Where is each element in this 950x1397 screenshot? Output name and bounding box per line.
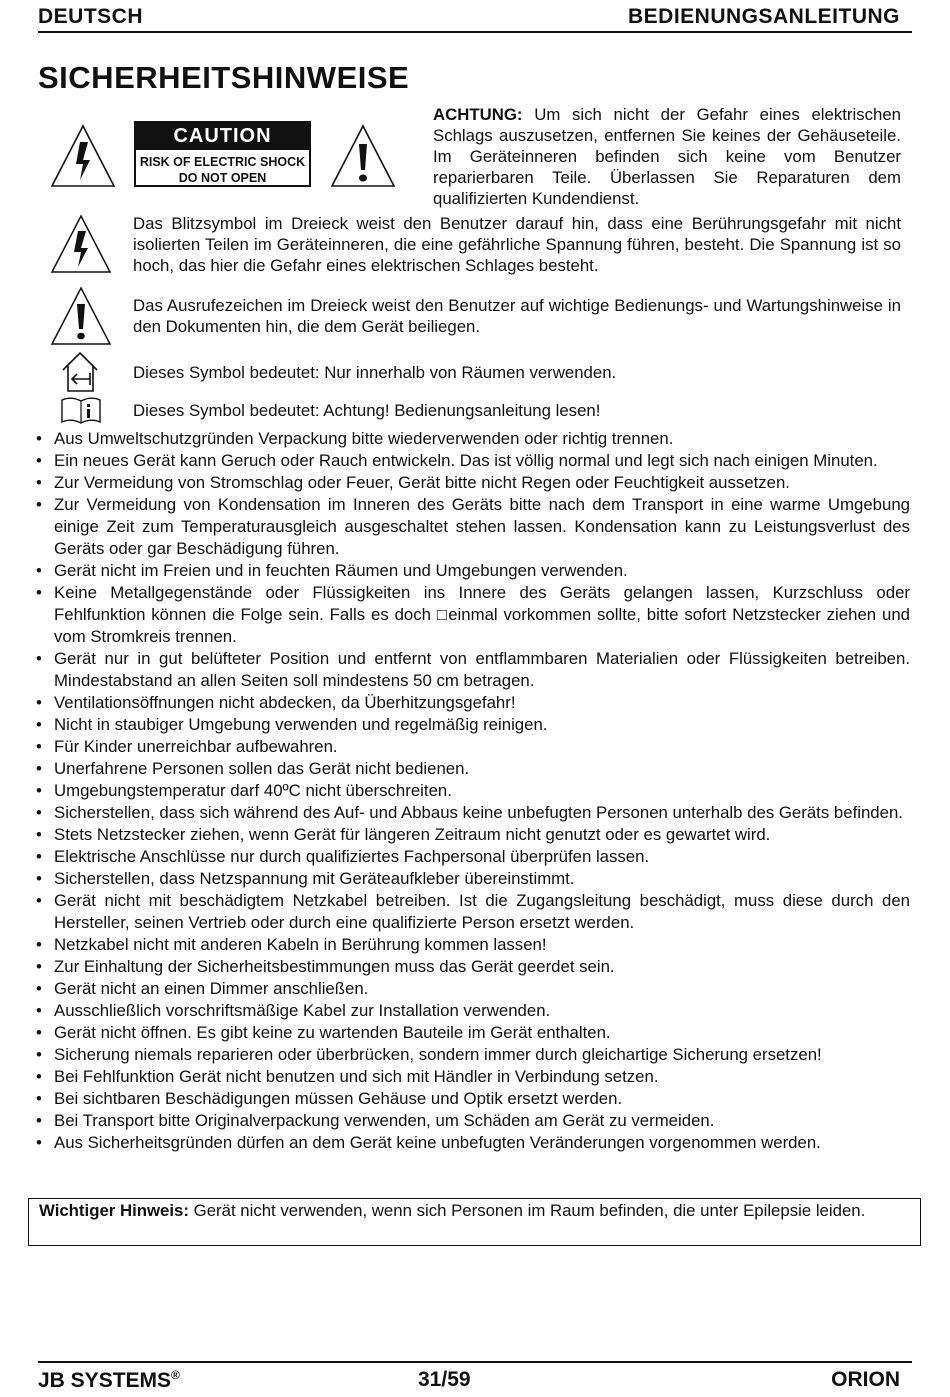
- trademark-symbol: ®: [171, 1368, 180, 1382]
- list-item: [32, 560, 910, 582]
- page-header: [38, 3, 912, 33]
- important-note-box: [28, 1198, 921, 1246]
- list-item: [32, 1132, 910, 1154]
- indoor-symbol-text: Dieses Symbol bedeutet: Nur innerhalb von Räumen verwenden.: [133, 363, 617, 382]
- list-item: [32, 824, 910, 846]
- list-item-text: Ein neues Gerät kann Geruch oder Rauch entwickeln. Das ist völlig normal und legt sich nach einigen Minuten.: [54, 451, 878, 470]
- bullet-icon: •: [36, 473, 42, 492]
- list-item-text: Bei Transport bitte Originalverpackung verwenden, um Schäden am Gerät zu vermeiden.: [54, 1111, 715, 1130]
- caution-title: CAUTION: [136, 123, 309, 150]
- list-item: [32, 494, 910, 560]
- list-item-text: Aus Umweltschutzgründen Verpackung bitte wiederverwenden oder richtig trennen.: [54, 429, 674, 448]
- bullet-icon: •: [36, 561, 42, 580]
- list-item-text: Netzkabel nicht mit anderen Kabeln in Berührung kommen lassen!: [54, 935, 547, 954]
- list-item: [32, 1110, 910, 1132]
- list-item-text: Sicherstellen, dass sich während des Auf- und Abbaus keine unbefugten Personen unterhalb des Geräts befinden.: [54, 803, 903, 822]
- bullet-icon: •: [36, 451, 42, 470]
- list-item-text: Sicherung niemals reparieren oder überbrücken, sondern immer durch gleichartige Sicherung ersetzen!: [54, 1045, 822, 1064]
- list-item: [32, 780, 910, 802]
- list-item-text: Für Kinder unerreichbar aufbewahren.: [54, 737, 338, 756]
- list-item: [32, 1000, 910, 1022]
- bullet-icon: •: [36, 737, 42, 756]
- list-item: [32, 978, 910, 1000]
- bullet-icon: •: [36, 715, 42, 734]
- bullet-icon: •: [36, 1089, 42, 1108]
- list-item-text: Gerät nur in gut belüfteter Position und entfernt von entflammbaren Materialien oder Flüssigkeiten betreiben. Mindestabstand an allen Seiten soll mindestens 50 cm betragen.: [54, 649, 910, 690]
- indoor-use-icon: [60, 350, 100, 394]
- bullet-icon: •: [36, 935, 42, 954]
- caution-line-2: DO NOT OPEN: [178, 171, 267, 185]
- list-item: [32, 1066, 910, 1088]
- list-item: [32, 736, 910, 758]
- important-note-text: Gerät nicht verwenden, wenn sich Personen im Raum befinden, die unter Epilepsie leiden.: [193, 1201, 866, 1220]
- bullet-icon: •: [36, 649, 42, 668]
- bullet-icon: •: [36, 583, 42, 602]
- list-item-text: Keine Metallgegenstände oder Flüssigkeiten ins Innere des Geräts gelangen lassen, Kurzschluss oder Fehlfunktion können die Folge sein. Falls es doch □einmal vorkommen sollte, bitte sofort Netzstecker ziehen und vom Stromkreis trennen.: [54, 583, 910, 646]
- bullet-icon: •: [36, 781, 42, 800]
- bullet-icon: •: [36, 803, 42, 822]
- language-label: DEUTSCH: [38, 5, 144, 28]
- list-item-text: Aus Sicherheitsgründen dürfen an dem Gerät keine unbefugten Veränderungen vorgenommen werden.: [54, 1133, 821, 1152]
- exclamation-warning-icon: [330, 124, 396, 188]
- list-item: [32, 802, 910, 824]
- read-manual-icon: [60, 396, 102, 424]
- brand-name: [38, 1368, 180, 1393]
- list-item: [32, 472, 910, 494]
- list-item: [32, 648, 910, 692]
- list-item-text: Zur Vermeidung von Stromschlag oder Feuer, Gerät bitte nicht Regen oder Feuchtigkeit aussetzen.: [54, 473, 790, 492]
- bullet-icon: •: [36, 693, 42, 712]
- list-item-text: Elektrische Anschlüsse nur durch qualifiziertes Fachpersonal überprüfen lassen.: [54, 847, 650, 866]
- warning-paragraph: [433, 104, 901, 209]
- list-item-text: Gerät nicht mit beschädigtem Netzkabel betreiben. Ist die Zugangsleitung beschädigt, muss diese durch den Hersteller, seinen Vertrieb oder durch eine qualifizierte Person ersetzt werden.: [54, 891, 910, 932]
- list-item-text: Gerät nicht an einen Dimmer anschließen.: [54, 979, 369, 998]
- bullet-icon: •: [36, 495, 42, 514]
- bullet-icon: •: [36, 891, 42, 910]
- list-item: [32, 1022, 910, 1044]
- exclamation-symbol-text: Das Ausrufezeichen im Dreieck weist den Benutzer auf wichtige Bedienungs- und Wartungshinweise in den Dokumenten hin, die dem Gerät beiliegen.: [133, 296, 901, 336]
- page-footer: [38, 1361, 912, 1395]
- lightning-warning-icon: [50, 214, 112, 274]
- list-item: [32, 714, 910, 736]
- list-item-text: Nicht in staubiger Umgebung verwenden und regelmäßig reinigen.: [54, 715, 548, 734]
- bullet-icon: •: [36, 1111, 42, 1130]
- list-item: [32, 934, 910, 956]
- bullet-icon: •: [36, 1045, 42, 1064]
- list-item-text: Gerät nicht öffnen. Es gibt keine zu wartenden Bauteile im Gerät enthalten.: [54, 1023, 611, 1042]
- list-item: [32, 582, 910, 648]
- list-item-text: Stets Netzstecker ziehen, wenn Gerät für längeren Zeitraum nicht genutzt oder es gewartet wird.: [54, 825, 771, 844]
- list-item: [32, 428, 910, 450]
- warning-text: Um sich nicht der Gefahr eines elektrischen Schlags auszusetzen, entfernen Sie keines der Gehäuseteile. Im Geräteinneren befinden sich keine vom Benutzer reparierbaren Teile. Überlassen Sie Reparaturen dem qualifizierten Kundendienst.: [433, 105, 901, 208]
- lightning-symbol-text: Das Blitzsymbol im Dreieck weist den Benutzer darauf hin, dass eine Berührungsgefahr mit nicht isolierten Teilen im Geräteinneren, die eine gefährliche Spannung führen, besteht. Die Spannung ist so hoch, das hier die Gefahr eines elektrischen Schlages besteht.: [133, 214, 901, 275]
- bullet-icon: •: [36, 869, 42, 888]
- bullet-icon: •: [36, 957, 42, 976]
- manual-symbol-text: Dieses Symbol bedeutet: Achtung! Bedienungsanleitung lesen!: [133, 401, 601, 420]
- lightning-warning-icon: [50, 124, 116, 188]
- exclamation-warning-icon: [50, 286, 112, 346]
- bullet-icon: •: [36, 825, 42, 844]
- list-item-text: Ventilationsöffnungen nicht abdecken, da Überhitzungsgefahr!: [54, 693, 516, 712]
- list-item: [32, 890, 910, 934]
- list-item-text: Umgebungstemperatur darf 40ºC nicht überschreiten.: [54, 781, 452, 800]
- list-item: [32, 758, 910, 780]
- list-item: [32, 956, 910, 978]
- page-title: SICHERHEITSHINWEISE: [38, 60, 410, 95]
- document-type-label: BEDIENUNGSANLEITUNG: [627, 5, 900, 28]
- list-item: [32, 868, 910, 890]
- list-item: [32, 1044, 910, 1066]
- bullet-icon: •: [36, 1023, 42, 1042]
- list-item-text: Ausschließlich vorschriftsmäßige Kabel zur Installation verwenden.: [54, 1001, 551, 1020]
- list-item: [32, 450, 910, 472]
- list-item: [32, 692, 910, 714]
- list-item-text: Gerät nicht im Freien und in feuchten Räumen und Umgebungen verwenden.: [54, 561, 628, 580]
- model-name: ORION: [831, 1368, 900, 1391]
- caution-label: [134, 121, 311, 187]
- bullet-icon: •: [36, 979, 42, 998]
- caution-line-1: RISK OF ELECTRIC SHOCK: [139, 155, 306, 169]
- warning-label: ACHTUNG:: [433, 105, 523, 124]
- bullet-icon: •: [36, 1001, 42, 1020]
- list-item-text: Sicherstellen, dass Netzspannung mit Geräteaufkleber übereinstimmt.: [54, 869, 575, 888]
- list-item-text: Bei sichtbaren Beschädigungen müssen Gehäuse und Optik ersetzt werden.: [54, 1089, 623, 1108]
- bullet-icon: •: [36, 429, 42, 448]
- list-item: [32, 846, 910, 868]
- list-item-text: Zur Vermeidung von Kondensation im Inneren des Geräts bitte nach dem Transport in eine warme Umgebung einige Zeit zum Temperaturausgleich ausgeschaltet stehen lassen. Kondensation kann zu Leistungsverlust des Geräts oder gar Beschädigung führen.: [54, 495, 910, 558]
- important-note-label: Wichtiger Hinweis:: [39, 1201, 189, 1220]
- list-item-text: Bei Fehlfunktion Gerät nicht benutzen und sich mit Händler in Verbindung setzen.: [54, 1067, 659, 1086]
- list-item-text: Unerfahrene Personen sollen das Gerät nicht bedienen.: [54, 759, 470, 778]
- page-number: 31/59: [418, 1368, 471, 1391]
- bullet-icon: •: [36, 1067, 42, 1086]
- list-item: [32, 1088, 910, 1110]
- list-item-text: Zur Einhaltung der Sicherheitsbestimmungen muss das Gerät geerdet sein.: [54, 957, 615, 976]
- brand-text: JB SYSTEMS: [38, 1369, 172, 1392]
- bullet-icon: •: [36, 847, 42, 866]
- safety-instructions-list: [32, 428, 910, 1154]
- bullet-icon: •: [36, 759, 42, 778]
- bullet-icon: •: [36, 1133, 42, 1152]
